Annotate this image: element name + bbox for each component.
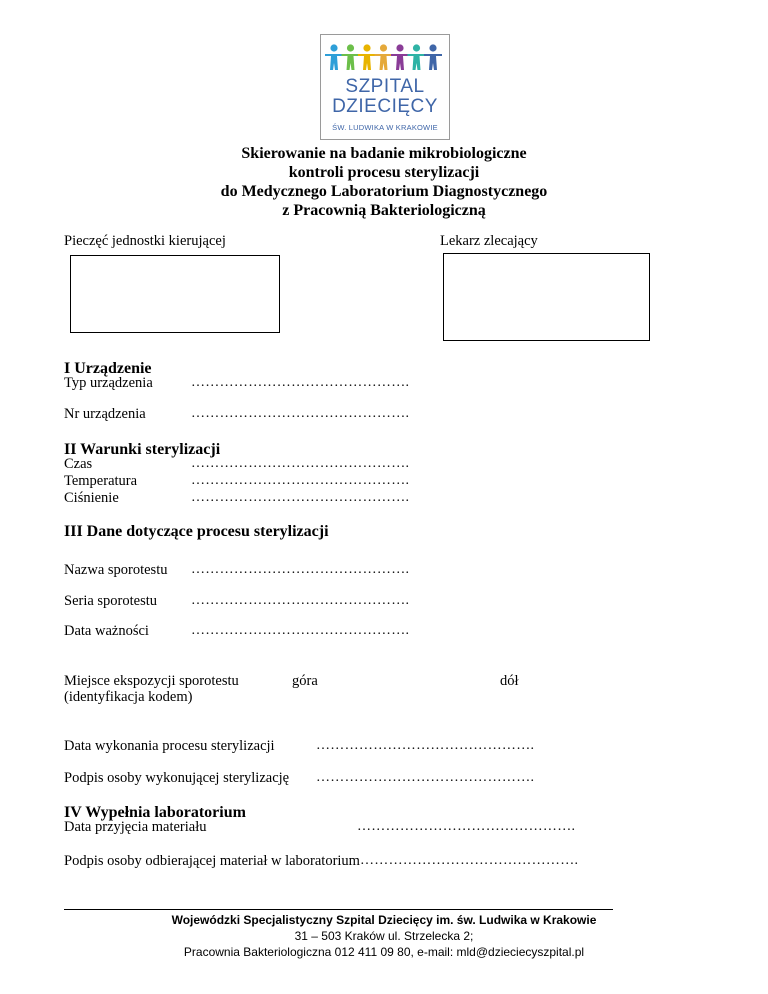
title-line-4: z Pracownią Bakteriologiczną [282, 202, 486, 219]
footer-divider [64, 909, 613, 910]
footer-address: 31 – 503 Kraków ul. Strzelecka 2; [294, 929, 474, 943]
receipt-date-label: Data przyjęcia materiału [64, 819, 207, 835]
child-figure-body [408, 54, 426, 70]
section-3-heading: III Dane dotyczące procesu sterylizacji [64, 523, 329, 540]
footer-hospital-name: Wojewódzki Specjalistyczny Szpital Dziecięcy im. św. Ludwika w Krakowie [171, 913, 597, 927]
footer-contact: Pracownia Bakteriologiczna 012 411 09 80, e-mail: mld@dzieciecyszpital.pl [183, 945, 585, 959]
pressure-field[interactable]: ………………………………………. [191, 490, 410, 505]
doctor-box[interactable] [443, 253, 650, 341]
section-2-heading: II Warunki sterylizacji [64, 441, 221, 458]
title-line-3: do Medycznego Laboratorium Diagnostycznego [220, 183, 548, 200]
title-line-1: Skierowanie na badanie mikrobiologiczne [241, 145, 527, 162]
receipt-date-field[interactable]: ………………………………………. [357, 819, 576, 834]
time-label: Czas [64, 456, 93, 472]
child-figure-head [347, 44, 354, 51]
stamp-label: Pieczęć jednostki kierującej [64, 233, 226, 249]
title-line-2: kontroli procesu sterylizacji [288, 164, 480, 181]
child-figure-head [330, 44, 337, 51]
stamp-box[interactable] [70, 255, 280, 333]
pressure-label: Ciśnienie [64, 490, 119, 506]
device-type-field[interactable]: ………………………………………. [191, 375, 410, 390]
exposure-bottom-label: dół [500, 673, 519, 689]
section-1-heading: I Urządzenie [64, 360, 152, 377]
exposure-top-label: góra [292, 673, 318, 689]
doctor-label: Lekarz zlecający [440, 233, 538, 249]
logo-text-szpital: SZPITAL [345, 76, 425, 97]
child-figure-head [380, 44, 387, 51]
exposure-place-sublabel: (identyfikacja kodem) [64, 689, 193, 705]
device-type-label: Typ urządzenia [64, 375, 153, 391]
time-field[interactable]: ………………………………………. [191, 456, 410, 471]
temperature-field[interactable]: ………………………………………. [191, 473, 410, 488]
child-figure-body [424, 54, 442, 70]
child-figure-body [391, 54, 409, 70]
child-figure-body [375, 54, 393, 70]
exposure-place-label: Miejsce ekspozycji sporotestu [64, 673, 239, 689]
process-date-label: Data wykonania procesu sterylizacji [64, 738, 275, 754]
hospital-logo [320, 34, 450, 140]
process-date-field[interactable]: ………………………………………. [316, 738, 535, 753]
receiver-signature-label: Podpis osoby odbierającej materiał w laboratorium [64, 853, 360, 869]
child-figure-head [429, 44, 436, 51]
child-figure-body [325, 54, 343, 70]
child-figure-body [342, 54, 360, 70]
expiry-date-label: Data ważności [64, 623, 149, 639]
section-4-heading: IV Wypełnia laboratorium [64, 804, 246, 821]
device-number-label: Nr urządzenia [64, 406, 146, 422]
operator-signature-field[interactable]: ………………………………………. [316, 770, 535, 785]
logo-text-dzieciecy: DZIECIĘCY [332, 96, 438, 117]
child-figure-body [358, 54, 376, 70]
child-figure-head [396, 44, 403, 51]
children-figures-icon [324, 43, 444, 71]
logo-text-subtitle: ŚW. LUDWIKA W KRAKOWIE [332, 123, 438, 132]
operator-signature-label: Podpis osoby wykonującej sterylizację [64, 770, 290, 786]
receiver-signature-field[interactable]: ………………………………………. [360, 853, 579, 868]
temperature-label: Temperatura [64, 473, 138, 489]
expiry-date-field[interactable]: ………………………………………. [191, 623, 410, 638]
sporotest-series-field[interactable]: ………………………………………. [191, 593, 410, 608]
sporotest-name-field[interactable]: ………………………………………. [191, 562, 410, 577]
sporotest-name-label: Nazwa sporotestu [64, 562, 168, 578]
child-figure-head [413, 44, 420, 51]
device-number-field[interactable]: ………………………………………. [191, 406, 410, 421]
sporotest-series-label: Seria sporotestu [64, 593, 158, 609]
child-figure-head [363, 44, 370, 51]
